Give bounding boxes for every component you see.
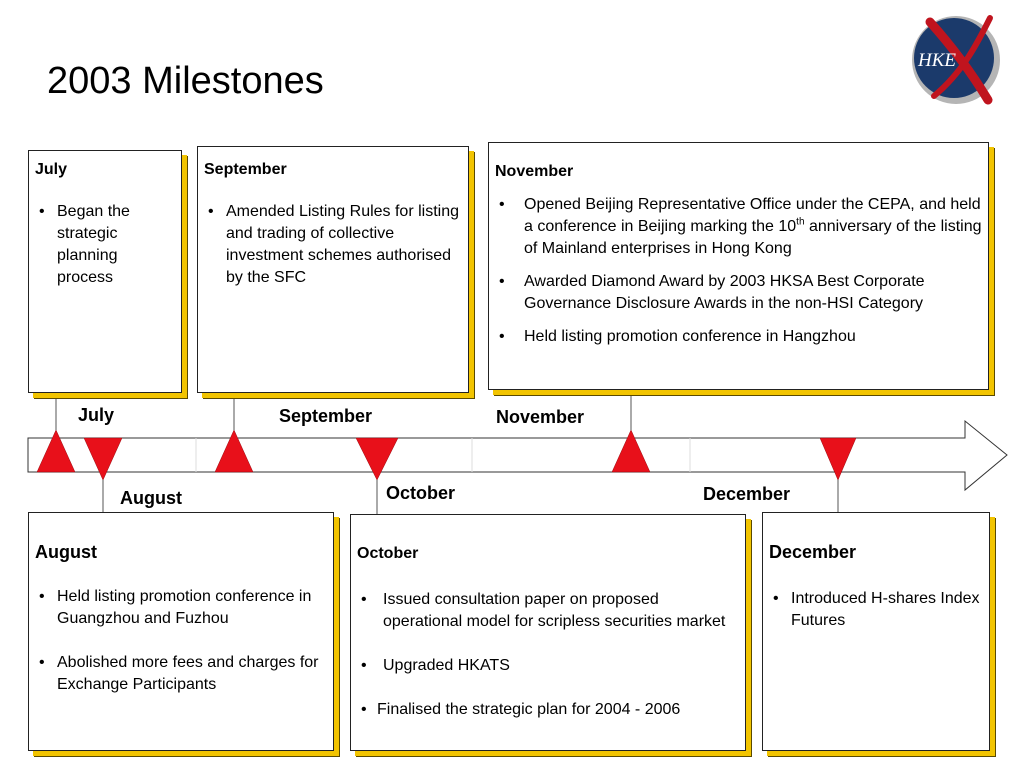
timeline-label-august: August: [120, 488, 182, 508]
box-november-item-1-text-after: anniversary of the listing of Mainland enterprises in Hong Kong: [524, 218, 982, 257]
box-october-item-1: • Issued consultation paper on proposed operational model for scripless securities market: [357, 589, 739, 633]
timeline-label-november: November: [496, 407, 585, 427]
box-november-item-1-sup: th: [796, 216, 805, 228]
box-december-month: December: [769, 542, 857, 562]
box-november-item-2: • Awarded Diamond Award by 2003 HKSA Best Corporate Governance Disclosure Awards in the non-HSI Category: [495, 271, 982, 315]
box-august-item-2: • Abolished more fees and charges for Exchange Participants: [35, 652, 327, 696]
timeline-label-december: December: [703, 484, 791, 504]
box-december: [762, 512, 990, 751]
box-december-item: • Introduced H-shares Index Futures: [769, 588, 983, 632]
box-october-month: October: [357, 545, 419, 562]
timeline-label-october: October: [386, 483, 456, 503]
box-october: [350, 514, 746, 751]
box-november-item-1-text: Opened Beijing Representative Office under the CEPA, and held a conference in Beijing marking the 10: [524, 196, 981, 235]
timeline-label-september: September: [279, 406, 373, 426]
box-september: [197, 146, 469, 393]
box-october-item-3: • Finalised the strategic plan for 2004 - 2006: [357, 699, 739, 721]
box-july: [28, 150, 182, 393]
box-october-item-2: • Upgraded HKATS: [357, 655, 739, 677]
box-november: [488, 142, 989, 390]
box-november-item-3: • Held listing promotion conference in Hangzhou: [495, 326, 982, 348]
slide-title: 2003 Milestones: [47, 60, 324, 102]
box-august: [28, 512, 334, 751]
box-november-item-1: [495, 194, 982, 260]
box-november-month: November: [495, 163, 574, 180]
box-september-month: September: [204, 161, 287, 178]
timeline-label-july: July: [78, 405, 115, 425]
logo-text: HKE: [918, 50, 956, 71]
box-july-item: • Began the strategic planning process: [35, 201, 175, 289]
box-september-item: • Amended Listing Rules for listing and trading of collective investment schemes authorised by the SFC: [204, 201, 462, 289]
box-july-month: July: [35, 161, 68, 178]
box-august-month: August: [35, 542, 97, 562]
box-august-item-1: • Held listing promotion conference in Guangzhou and Fuzhou: [35, 586, 327, 630]
timeline-arrow: [28, 421, 1007, 490]
